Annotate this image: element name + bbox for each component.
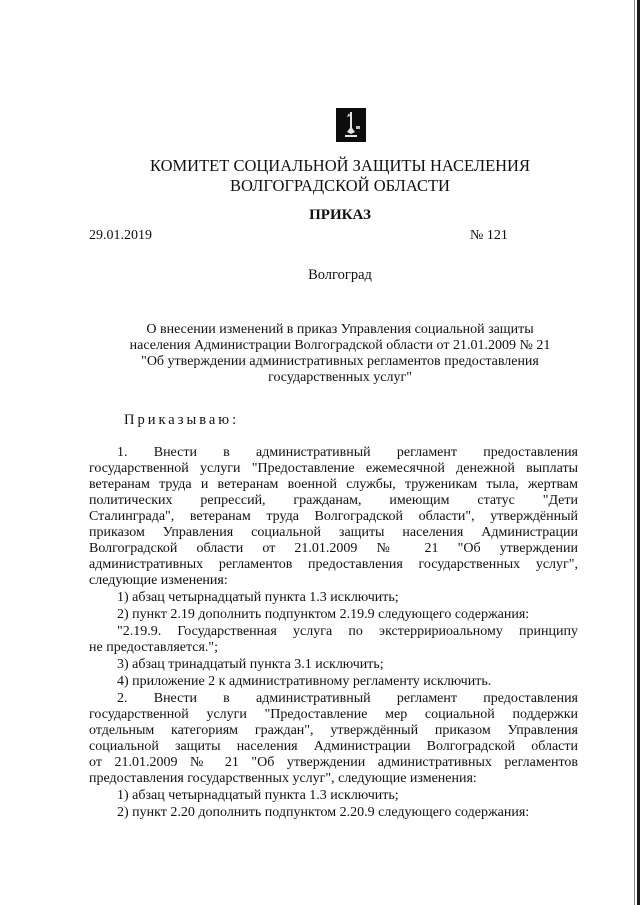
order-date: 29.01.2019 <box>89 228 152 243</box>
body-line: Сталинграда", ветеранам труда Волгоградской области", утверждённый <box>89 509 578 524</box>
coat-of-arms-emblem-icon <box>336 108 366 142</box>
scan-edge-line <box>634 0 635 905</box>
body-line: 1. Внести в административный регламент предоставления <box>117 445 578 460</box>
body-line: отдельным категориям граждан", утверждённый приказом Управления <box>89 723 578 738</box>
body-line: 2. Внести в административный регламент предоставления <box>117 691 578 706</box>
list-item: 4) приложение 2 к административному регламенту исключить. <box>117 674 492 689</box>
body-line: приказом Управления социальной защиты населения Администрации <box>89 525 578 540</box>
list-item: 2) пункт 2.19 дополнить подпунктом 2.19.9 следующего содержания: <box>117 607 530 622</box>
body-line: государственной услуги "Предоставление мер социальной поддержки <box>89 707 578 722</box>
body-line: ветеранам труда и ветеранам военной службы, труженикам тыла, жертвам <box>89 477 578 492</box>
prikazyvayu-heading: Приказываю: <box>124 412 240 428</box>
list-item: 1) абзац четырнадцатый пункта 1.3 исключить; <box>117 590 399 605</box>
committee-name-line2: ВОЛГОГРАДСКОЙ ОБЛАСТИ <box>230 176 450 195</box>
body-line: от 21.01.2009 № 21 "Об утверждении административных регламентов <box>89 755 578 770</box>
body-line: политических репрессий, гражданам, имеющим статус "Дети <box>89 493 578 508</box>
list-item: 2) пункт 2.20 дополнить подпунктом 2.20.9 следующего содержания: <box>117 805 530 820</box>
order-title: ПРИКАЗ <box>309 207 371 223</box>
city-name: Волгоград <box>308 267 372 283</box>
body-line: социальной защиты населения Администрации Волгоградской области <box>89 739 578 754</box>
body-line: административных регламентов предоставления государственных услуг", <box>89 557 578 572</box>
list-item: 1) абзац четырнадцатый пункта 1.3 исключить; <box>117 788 399 803</box>
body-line: государственной услуги "Предоставление ежемесячной денежной выплаты <box>89 461 578 476</box>
list-item: 3) абзац тринадцатый пункта 3.1 исключить; <box>117 657 384 672</box>
subject-line: населения Администрации Волгоградской области от 21.01.2009 № 21 <box>129 338 551 353</box>
quote-line: "2.19.9. Государственная услуга по экстерририоальному принципу <box>117 624 578 639</box>
order-number: № 121 <box>470 228 508 243</box>
subject-line: "Об утверждении административных регламентов предоставления <box>141 354 539 369</box>
quote-line: не предоставляется."; <box>89 640 219 655</box>
body-line: следующие изменения: <box>89 573 228 588</box>
body-line: предоставления государственных услуг", следующие изменения: <box>89 771 477 786</box>
body-line: Волгоградской области от 21.01.2009 № 21 "Об утверждении <box>89 541 578 556</box>
subject-line: государственных услуг" <box>268 370 412 385</box>
subject-line: О внесении изменений в приказ Управления социальной защиты <box>146 322 534 337</box>
committee-name-line1: КОМИТЕТ СОЦИАЛЬНОЙ ЗАЩИТЫ НАСЕЛЕНИЯ <box>150 156 530 175</box>
